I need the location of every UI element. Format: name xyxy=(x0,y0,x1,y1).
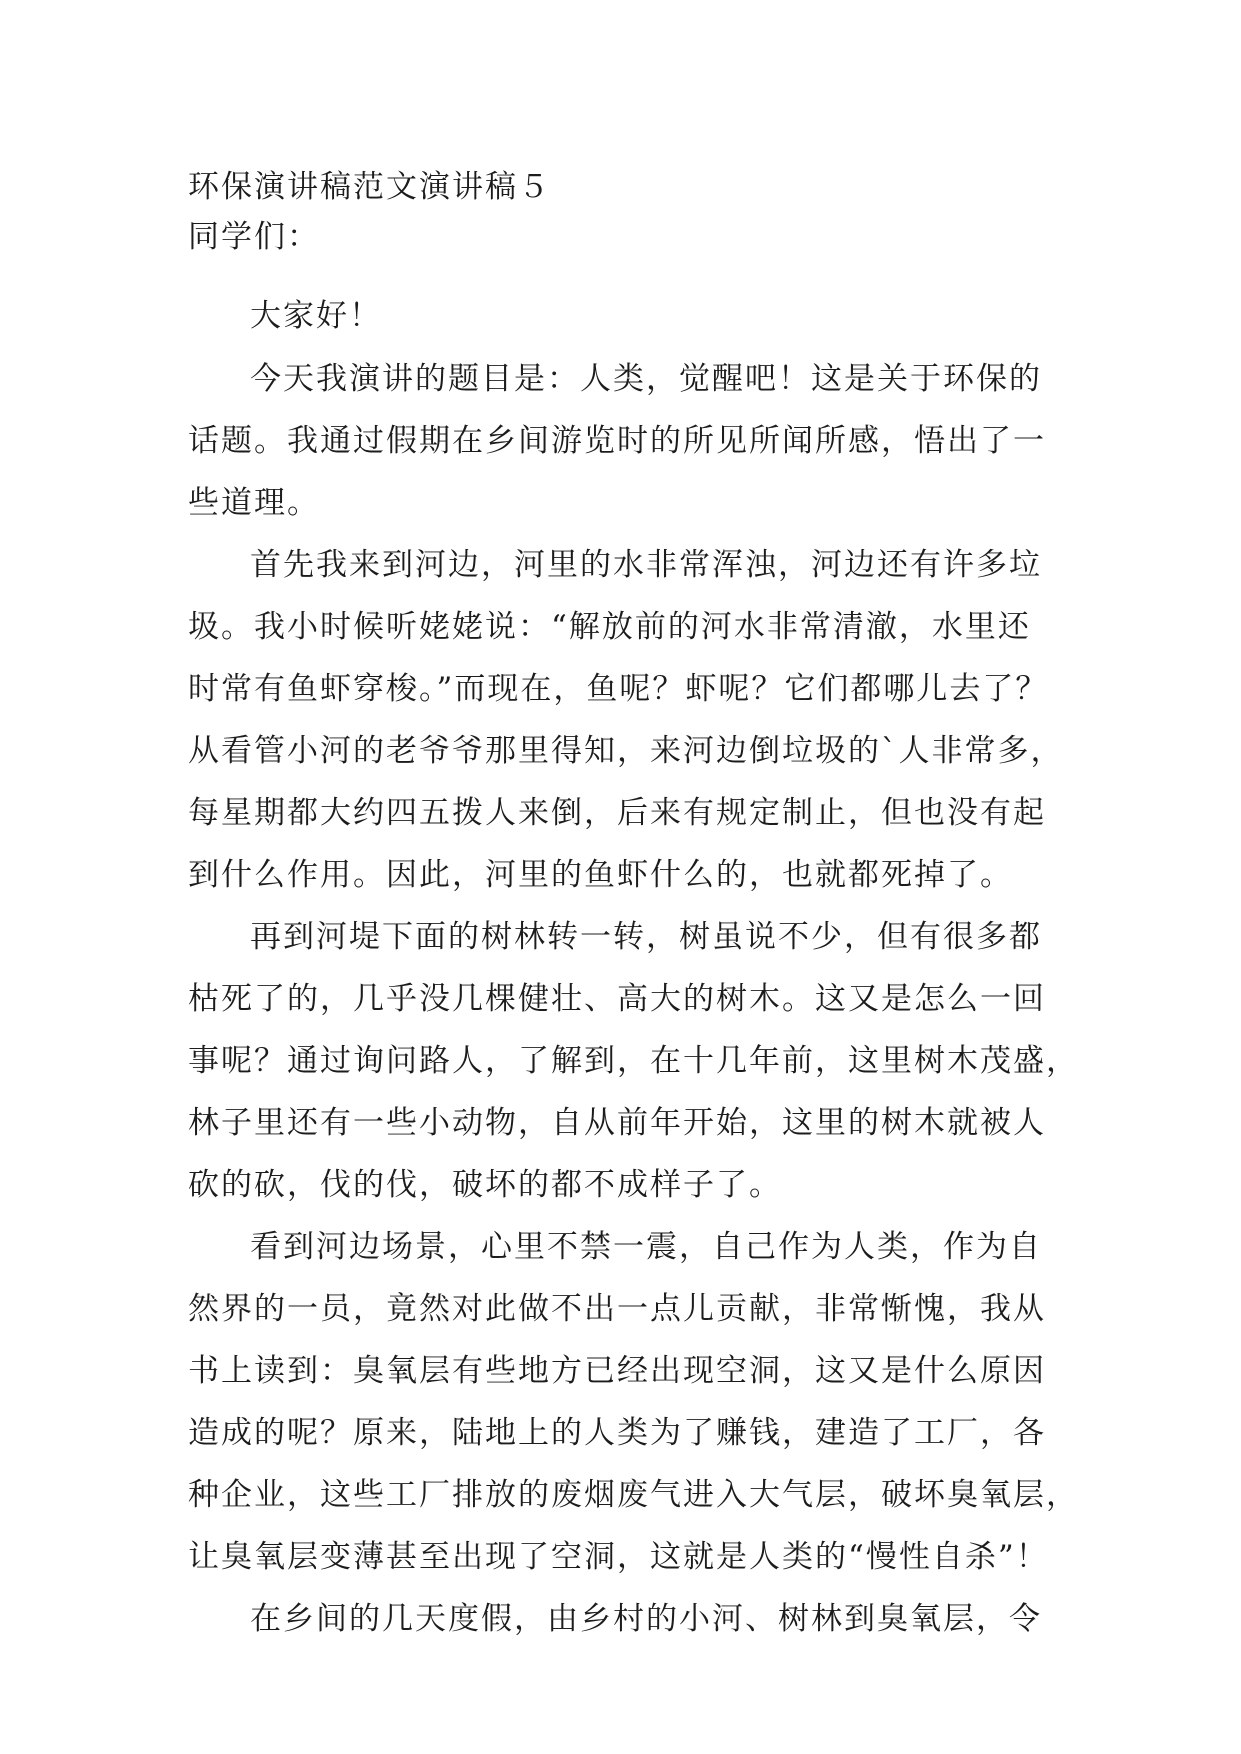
text-line: 林子里还有一些小动物，自从前年开始，这里的树木就被人 xyxy=(188,1105,1046,1141)
text-line: 从看管小河的老爷爷那里得知，来河边倒垃圾的`人非常多， xyxy=(188,733,1064,769)
text-line: 时常有鱼虾穿梭。”而现在，鱼呢？虾呢？它们都哪儿去了？ xyxy=(188,671,1049,707)
text-line: 今天我演讲的题目是：人类，觉醒吧！这是关于环保的 xyxy=(250,361,1042,397)
text-line: 每星期都大约四五拨人来倒，后来有规定制止，但也没有起 xyxy=(188,795,1046,831)
text-line: 枯死了的，几乎没几棵健壮、高大的树木。这又是怎么一回 xyxy=(188,981,1046,1017)
paragraph-greeting xyxy=(188,285,1066,347)
text-line: 圾。我小时候听姥姥说：“解放前的河水非常清澈，水里还 xyxy=(188,609,1031,645)
text-line: 事呢？通过询问路人，了解到，在十几年前，这里树木茂盛， xyxy=(188,1043,1079,1079)
text-line: 话题。我通过假期在乡间游览时的所见所闻所感，悟出了一 xyxy=(188,423,1046,459)
text-line: 些道理。 xyxy=(188,485,320,521)
salutation: 同学们： xyxy=(188,219,320,255)
text-line: 然界的一员，竟然对此做不出一点儿贡献，非常惭愧，我从 xyxy=(188,1291,1046,1327)
text-line: 砍的砍，伐的伐，破坏的都不成样子了。 xyxy=(188,1167,782,1203)
text-line: 首先我来到河边，河里的水非常浑浊，河边还有许多垃 xyxy=(250,547,1042,583)
text-line: 造成的呢？原来，陆地上的人类为了赚钱，建造了工厂，各 xyxy=(188,1415,1046,1451)
text-line: 种企业，这些工厂排放的废烟废气进入大气层，破坏臭氧层， xyxy=(188,1477,1079,1513)
text-line: 大家好！ xyxy=(250,298,382,334)
text-line: 看到河边场景，心里不禁一震，自己作为人类，作为自 xyxy=(250,1229,1042,1265)
paragraph-river xyxy=(188,534,1066,906)
text-line: 书上读到：臭氧层有些地方已经出现空洞，这又是什么原因 xyxy=(188,1353,1046,1389)
text-line: 让臭氧层变薄甚至出现了空洞，这就是人类的“慢性自杀”！ xyxy=(188,1539,1049,1575)
document-title: 环保演讲稿范文演讲稿５ xyxy=(188,169,551,205)
text-line: 再到河堤下面的树林转一转，树虽说不少，但有很多都 xyxy=(250,919,1042,955)
text-line: 到什么作用。因此，河里的鱼虾什么的，也就都死掉了。 xyxy=(188,857,1013,893)
text-line: 在乡间的几天度假，由乡村的小河、树林到臭氧层，令 xyxy=(250,1601,1042,1637)
paragraph-forest xyxy=(188,906,1079,1216)
paragraph-ozone xyxy=(188,1216,1079,1588)
document-body xyxy=(188,165,1079,1650)
paragraph-topic xyxy=(188,348,1066,534)
paragraph-conclusion xyxy=(188,1588,1066,1650)
